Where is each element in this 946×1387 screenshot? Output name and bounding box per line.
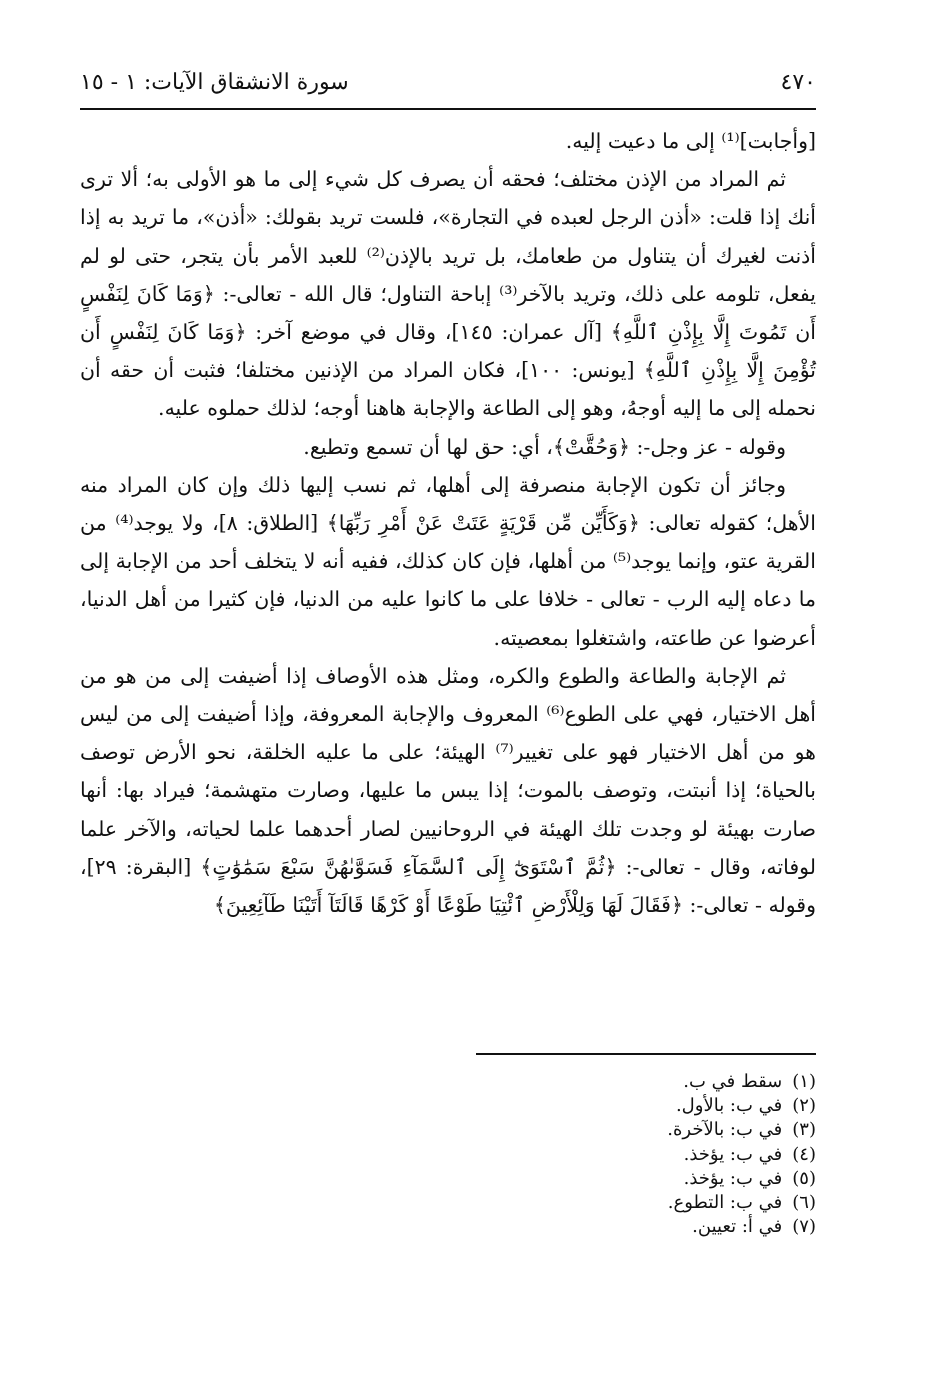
footnote-text: في ب: يؤخذ. [683,1143,783,1165]
footnote-item [80,1143,816,1167]
footnote-text: في ب: بالآخرة. [667,1119,783,1141]
footnote-item [80,1118,816,1142]
footnote-number: (٦) [792,1192,816,1214]
paragraph-5: ثم الإجابة والطاعة والطوع والكره، ومثل هذه الأوصاف إذا أضيفت إلى من هو من أهل الاختيار، فهي على الطوع⁽⁶⁾ المعروف والإجابة المعروفة، وإذا أضيفت إلى من ليس هو من أهل الاختيار فهو على تغيير⁽⁷⁾ الهيئة؛ على ما عليه الخلقة، نحو الأرض توصف بالحياة؛ إذا أنبتت، وتوصف بالموت؛ إذا يبس ما عليها، وصارت متهشمة؛ فيراد بها: أنها صارت بهيئة لو وجدت تلك الهيئة في الروحانيين لصار أحدهما علما لحياته، والآخر علما لوفاته، وقال - تعالى-: ﴿ثُمَّ ٱسْتَوَىٰٓ إِلَى ٱلسَّمَآءِ فَسَوَّىٰهُنَّ سَبْعَ سَمَٰوَٰتٍ﴾ [البقرة: ٢٩]، وقوله - تعالى-: ﴿فَقَالَ لَهَا وَلِلْأَرْضِ ٱئْتِيَا طَوْعًا أَوْ كَرْهًا قَالَتَآ أَتَيْنَا طَآئِعِينَ﴾ [80,663,816,918]
footnote-item [80,1215,816,1239]
footnote-number: (٥) [792,1167,816,1189]
section-title: سورة الانشقاق الآيات: ١ - ١٥ [80,69,349,95]
footnote-text: سقط في ب. [683,1071,783,1092]
footnote-number: (٤) [792,1143,816,1165]
footnote-divider [476,1053,816,1055]
footnote-text: في ب: بالأول. [675,1095,783,1117]
footnotes [80,1070,816,1239]
paragraph-2: ثم المراد من الإذن مختلف؛ فحقه أن يصرف كل شيء إلى ما هو الأولى به؛ ألا ترى أنك إذا قلت: «أذن الرجل لعبده في التجارة»، فلست تريد بقولك: «أذن»، ما تريد به إذا أذنت لغيرك أن يتناول من طعامك، بل تريد بالإذن⁽²⁾ للعبد الأمر بأن يتجر، حتى لو لم يفعل، تلومه على ذلك، وتريد بالآخر⁽³⁾ إباحة التناول؛ قال الله - تعالى-: ﴿وَمَا كَانَ لِنَفْسٍ أَن تَمُوتَ إِلَّا بِإِذْنِ ٱللَّهِ﴾ [آل عمران: ١٤٥]، وقال في موضع آخر: ﴿وَمَا كَانَ لِنَفْسٍ أَن تُؤْمِنَ إِلَّا بِإِذْنِ ٱللَّهِ﴾ [يونس: ١٠٠]، فكان المراد من الإذنين مختلفا؛ فثبت أن حقه أن نحمله إلى ما إليه أوجهُ، وهو إلى الطاعة والإجابة هاهنا أوجه؛ لذلك حملوه عليه. [80,167,817,421]
paragraph-3: وقوله - عز وجل-: ﴿وَحُقَّتْ﴾، أي: حق لها أن تسمع وتطيع. [303,434,786,459]
footnote-text: في ب: التطوع. [667,1192,783,1214]
footnote-item [80,1167,816,1191]
footnote-text: في ب: يؤخذ. [683,1167,783,1189]
footnote-text: في أ: تعيين. [692,1216,783,1238]
header-divider [80,108,816,110]
paragraph-1: [وأجابت]⁽¹⁾ إلى ما دعيت إليه. [565,129,816,153]
paragraph-4: وجائز أن تكون الإجابة منصرفة إلى أهلها، ثم نسب إليها ذلك وإن كان المراد منه الأهل؛ كقوله تعالى: ﴿وَكَأَيِّن مِّن قَرْيَةٍ عَتَتْ عَنْ أَمْرِ رَبِّهَا﴾ [الطلاق: ٨]، ولا يوجد⁽⁴⁾ من القرية عتو، وإنما يوجد⁽⁵⁾ من أهلها، فإن كان كذلك، ففيه أنه لا يتخلف أحد من الإجابة إلى ما دعاه إليه الرب - تعالى - خلافا على ما كانوا عليه من الدنيا، فإن كثيرا من أهل الدنيا، أعرضوا عن طاعته، واشتغلوا بمعصيته. [80,472,816,650]
running-header [80,62,816,102]
footnote-item [80,1094,816,1118]
footnote-number: (٣) [792,1119,816,1141]
main-text [80,122,816,924]
footnote-number: (٧) [792,1216,816,1238]
page-number: ٤٧٠ [780,69,816,95]
footnote-item [80,1191,816,1215]
footnote-number: (٢) [792,1095,816,1117]
footnote-number: (١) [792,1071,816,1092]
footnote-item [80,1070,816,1094]
